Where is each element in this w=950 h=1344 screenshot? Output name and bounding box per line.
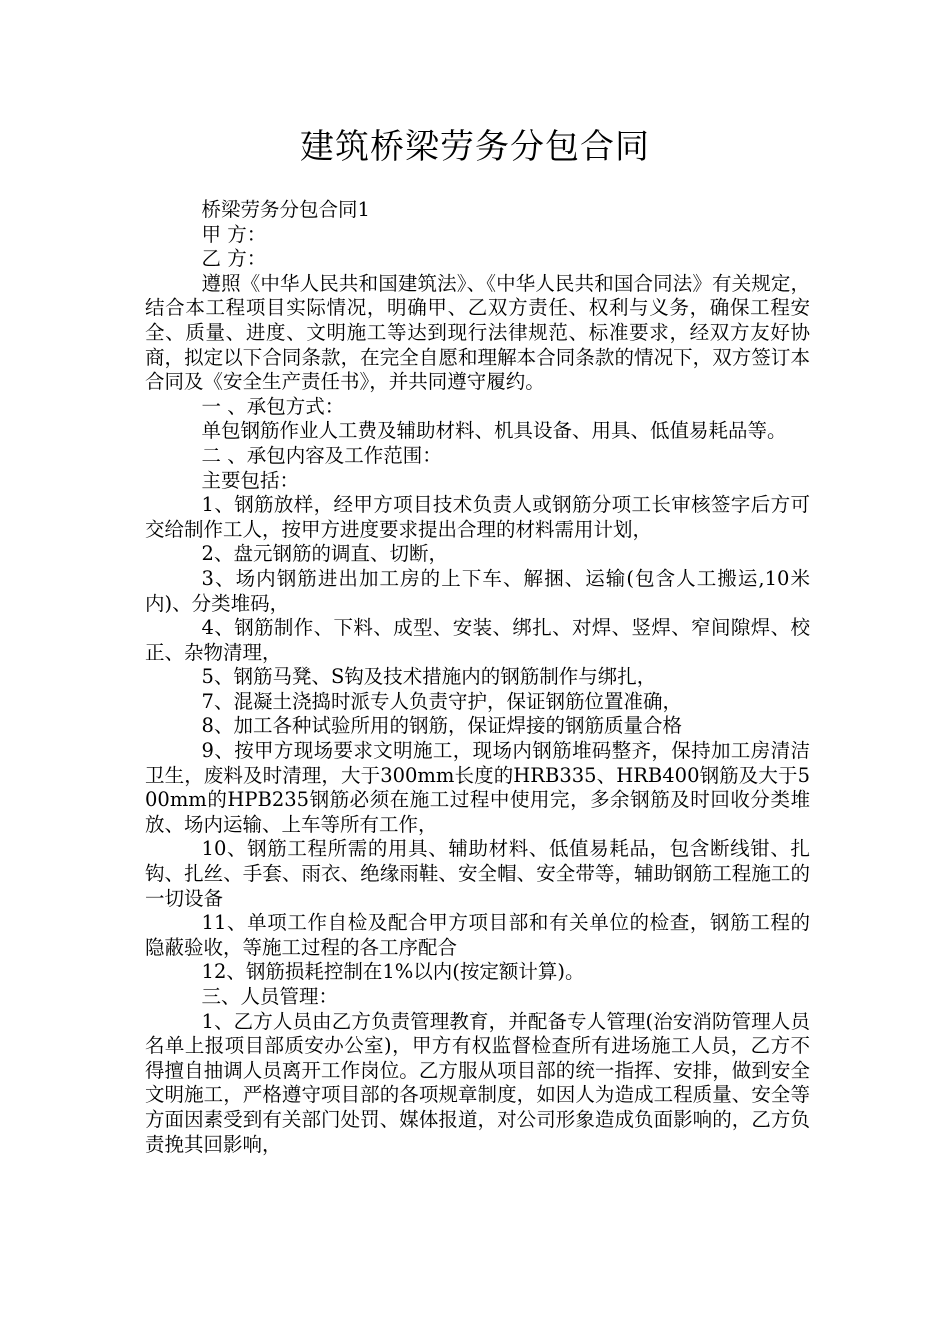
paragraph: 12、钢筋损耗控制在1%以内(按定额计算)。 [201, 960, 585, 984]
document-title: 建筑桥梁劳务分包合同 [300, 127, 650, 167]
paragraph: 遵照《中华人民共和国建筑法》、《中华人民共和国合同法》有关规定，结合本工程项目实际情况，明确甲、乙双方责任、权利与义务，确保工程安全、质量、进度、文明施工等达到现行法律规范、标准要求，经双方友好协商，拟定以下合同条款，在完全自愿和理解本合同条款的情况下，双方签订本合同及《安全生产责任书》，并共同遵守履约。 [145, 271, 810, 394]
paragraph: 一 、承包方式： [201, 394, 345, 418]
document-body [145, 198, 810, 1157]
paragraph: 三、人员管理： [201, 985, 339, 1008]
paragraph: 1、钢筋放样，经甲方项目技术负责人或钢筋分项工长审核签字后方可交给制作工人，按甲方进度要求提出合理的材料需用计划， [145, 493, 810, 541]
paragraph: 2、盘元钢筋的调直、切断， [201, 542, 448, 566]
paragraph: 二 、承包内容及工作范围： [201, 443, 442, 467]
paragraph: 5、钢筋马凳、S钩及技术措施内的钢筋制作与绑扎， [201, 665, 657, 689]
paragraph: 8、加工各种试验所用的钢筋，保证焊接的钢筋质量合格 [201, 714, 682, 738]
paragraph: 乙 方： [201, 247, 267, 271]
paragraph: 7、混凝土浇捣时派专人负责守护，保证钢筋位置准确， [201, 689, 682, 713]
paragraph: 9、按甲方现场要求文明施工，现场内钢筋堆码整齐，保持加工房清洁卫生，废料及时清理，大于300mm长度的HRB335、HRB400钢筋及大于500mm的HPB235钢筋必须在施工过程中使用完，多余钢筋及时回收分类堆放、场内运输、上车等所有工作， [145, 739, 810, 836]
paragraph: 甲 方： [201, 222, 267, 246]
paragraph: 1、乙方人员由乙方负责管理教育，并配备专人管理(治安消防管理人员名单上报项目部质安办公室)，甲方有权监督检查所有进场施工人员，乙方不得擅自抽调人员离开工作岗位。乙方服从项目部的统一指挥、安排，做到安全文明施工，严格遵守项目部的各项规章制度，如因人为造成工程质量、安全等方面因素受到有关部门处罚、媒体报道，对公司形象造成负面影响的，乙方负责挽其回影响， [145, 1009, 810, 1156]
paragraph: 11、单项工作自检及配合甲方项目部和有关单位的检查，钢筋工程的隐蔽验收，等施工过程的各工序配合 [145, 911, 810, 959]
paragraph: 单包钢筋作业人工费及辅助材料、机具设备、用具、低值易耗品等。 [201, 419, 787, 443]
paragraph: 桥梁劳务分包合同1 [201, 198, 370, 221]
paragraph: 4、钢筋制作、下料、成型、安装、绑扎、对焊、竖焊、窄间隙焊、校正、杂物清理， [145, 616, 810, 664]
paragraph: 10、钢筋工程所需的用具、辅助材料、低值易耗品，包含断线钳、扎钩、扎丝、手套、雨衣、绝缘雨鞋、安全帽、安全带等，辅助钢筋工程施工的一切设备 [145, 837, 810, 910]
paragraph: 3、场内钢筋进出加工房的上下车、解捆、运输(包含人工搬运,10米内)、分类堆码， [145, 566, 810, 615]
paragraph: 主要包括： [201, 468, 300, 492]
